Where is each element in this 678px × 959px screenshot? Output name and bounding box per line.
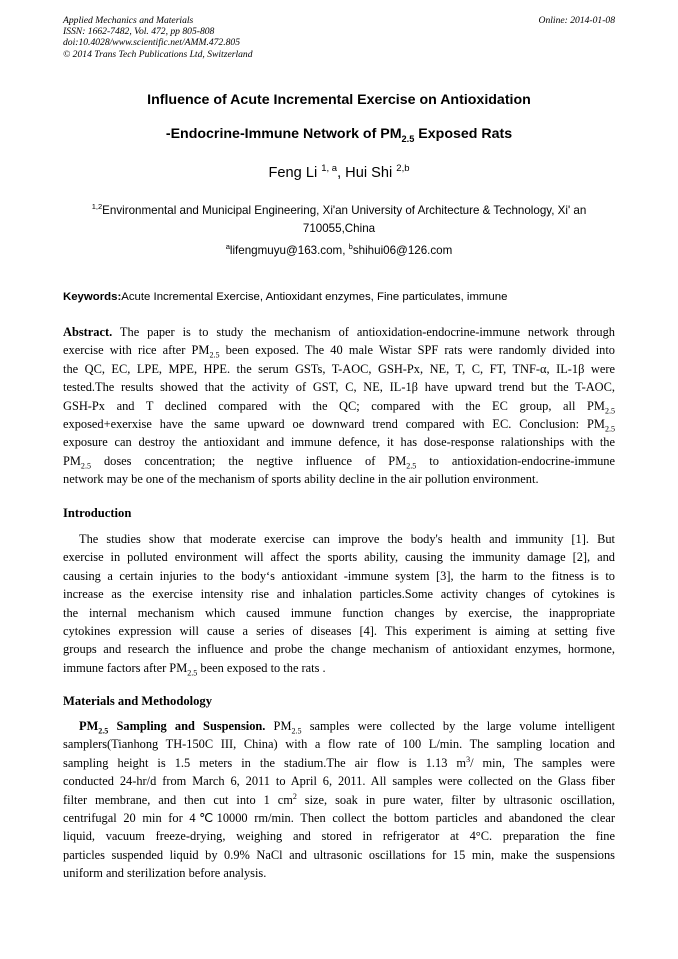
- author-list: Feng Li $^{1, a}$, Hui Shi $^{2,b}$: [268, 163, 410, 181]
- issn-line: ISSN: 1662-7482, Vol. 472, pp 805-808: [63, 26, 215, 38]
- subsection-label: $PM_{2.5}$ Sampling and Suspension.: [79, 719, 266, 736]
- title-line-2: -Endocrine-Immune Network of $PM_{2.5}$ Exposed Rats: [165, 126, 513, 144]
- abstract-label: Abstract.: [63, 325, 113, 339]
- journal-name: Applied Mechanics and Materials: [63, 15, 194, 26]
- introduction-body: The studies show that moderate exercise can improve the body's health and immunity [1]. But exercise in polluted environment will affect the sports ability, causing the immunity damage [2], and causing a certain injuries to the body‘s antioxidant -immune system [3], the harm to the fitness is to increase as the exercise intensity rise and inhalation particles.Some activity changes of cytokines is the internal mechanism which caused immune function changes by exercise, the inappropriate cytokines expression will cause a series of diseases [4]. This experiment is aiming at setting five groups and research the influence and probe the change mechanism of antioxidant enzymes, hormone, immune factors after $PM_{2.5}$ been exposed to the rats .: [63, 532, 615, 678]
- methods-heading: Materials and Methodology: [63, 694, 213, 708]
- email-link-b[interactable]: shihui06@126.com: [352, 244, 453, 257]
- introduction-heading: Introduction: [63, 506, 132, 520]
- affiliation: $^{1,2}$Environmental and Municipal Engineering, Xi'an University of Architecture & Technology, Xi' an 710055,China: [91, 202, 587, 235]
- abstract: Abstract. The paper is to study the mechanism of antioxidation-endocrine-immune network through exercise with rice after $PM_{2.5}$ been exposed. The 40 male Wistar SPF rats were randomly divided into the QC, EC, LPE, MPE, HPE. the serum GSTs, T-AOC, GSH-Px, NE, T, C, FT, TNF-α, IL-1β were tested.The results showed that the activity of GST, C, NE, IL-1β have upward trend but the T-AOC, GSH-Px and T declined compared with the QC; compared with the EC group, all $PM_{2.5}$ exposed+exerxise have the same upward oe downward trend compared with EC. Conclusion: $PM_{2.5}$ exposure can destroy the antioxidant and immune defence, it has dose-response ralationships with the $PM_{2.5}$ doses concentration; the negtive influence of $PM_{2.5}$ to antioxidation-endocrine-immune network may be one of the mechanism of sports ability decline in the air pollution environment.: [63, 325, 615, 487]
- title-line-1: Influence of Acute Incremental Exercise on Antioxidation: [147, 92, 531, 108]
- journal-header: [63, 15, 615, 60]
- doi-line[interactable]: doi:10.4028/www.scientific.net/AMM.472.805: [63, 37, 241, 49]
- email-link-a[interactable]: lifengmuyu@163.com,: [229, 244, 349, 257]
- methods-body: $PM_{2.5}$ Sampling and Suspension. $PM_{2.5}$ samples were collected by the large volume intelligent samplers(Tianhong TH-150C III, China) with a flow rate of 100 L/min. The sampling location and sampling height is 1.5 meters in the stadium.The air flow is 1.13 $m^3/$ min, The samples were conducted 24-hr/d from March 6, 2011 to April 6, 2011. All samples were collected on the Glass fiber filter membrane, and then cut into 1 $cm^2$ size, soak in pure water, filter by ultrasonic oscillation, centrifugal 20 min for 4℃10000 rm/min. Then collect the bottom particles and abandoned the clear liquid, vacuum freeze-drying, weighing and stored in refrigerator at 4°C. preparation the fine particles suspended liquid by 0.9% NaCl and ultrasonic oscillations for 15 min, make the suspensions uniform and sterilization before analysis.: [63, 719, 615, 881]
- online-date: Online: 2014-01-08: [538, 15, 615, 26]
- keywords-label: Keywords:: [63, 291, 122, 303]
- keywords: Keywords:Acute Incremental Exercise, Antioxidant enzymes, Fine particulates, immune: [63, 291, 508, 303]
- copyright-line: © 2014 Trans Tech Publications Ltd, Switzerland: [63, 48, 253, 60]
- author-emails: $^a$lifengmuyu@163.com, $^b$shihui06@126.com: [225, 242, 453, 257]
